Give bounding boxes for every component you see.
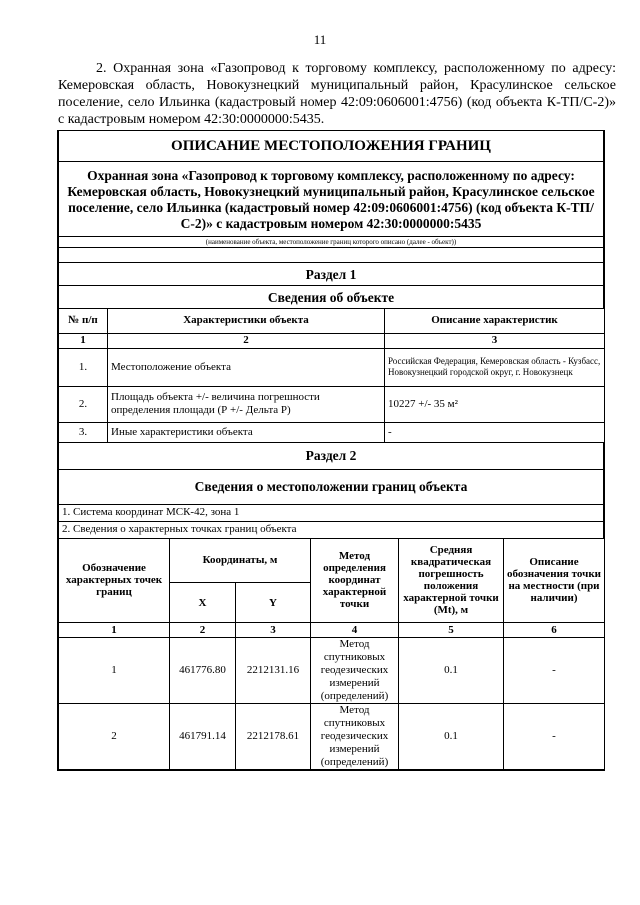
object-info-header-row bbox=[59, 309, 605, 333]
header-method: Метод определения координат характерной точки bbox=[311, 539, 399, 623]
header-num: № п/п bbox=[59, 309, 108, 333]
section1-subtitle: Сведения об объекте bbox=[59, 286, 604, 309]
header-characteristic: Характеристики объекта bbox=[108, 309, 385, 333]
row-num: 3. bbox=[59, 422, 108, 442]
row-characteristic: Местоположение объекта bbox=[108, 348, 385, 386]
point-desc: - bbox=[504, 638, 605, 704]
header-description: Описание характеристик bbox=[385, 309, 605, 333]
index-cell: 5 bbox=[399, 623, 504, 638]
table-row bbox=[59, 422, 605, 442]
form-header-table bbox=[58, 131, 604, 309]
row-value: - bbox=[385, 422, 605, 442]
point-y: 2212178.61 bbox=[236, 704, 311, 770]
point-mt: 0.1 bbox=[399, 638, 504, 704]
index-cell: 1 bbox=[59, 333, 108, 348]
header-y: Y bbox=[236, 583, 311, 623]
section2-subtitle: Сведения о местоположении границ объекта bbox=[59, 469, 604, 504]
object-name: Охранная зона «Газопровод к торговому комплексу, расположенному по адресу: Кемеровская область, Новокузнецкий муниципальный район, Красулинское сельское поселение, село Ильинка (кадастровый номер 42:09:0606001:4756) (код объекта К-ТП/С-2)» с кадастровым номером 42:30:0000000:5435 bbox=[59, 162, 604, 237]
header-point-description: Описание обозначения точки на местности (при наличии) bbox=[504, 539, 605, 623]
point-y: 2212131.16 bbox=[236, 638, 311, 704]
header-accuracy: Средняя квадратическая погрешность положения характерной точки (Mt), м bbox=[399, 539, 504, 623]
form-title: ОПИСАНИЕ МЕСТОПОЛОЖЕНИЯ ГРАНИЦ bbox=[59, 131, 604, 162]
point-method: Метод спутниковых геодезических измерений (определений) bbox=[311, 704, 399, 770]
points-table bbox=[58, 539, 605, 771]
index-cell: 2 bbox=[108, 333, 385, 348]
index-cell: 6 bbox=[504, 623, 605, 638]
header-x: X bbox=[170, 583, 236, 623]
coord-system: 1. Система координат МСК-42, зона 1 bbox=[59, 504, 604, 521]
point-id: 2 bbox=[59, 704, 170, 770]
object-info-index-row bbox=[59, 333, 605, 348]
row-value: Российская Федерация, Кемеровская область - Кузбасс, Новокузнецкий городской округ, г. Новокузнецк bbox=[385, 348, 605, 386]
table-row bbox=[59, 348, 605, 386]
row-num: 2. bbox=[59, 386, 108, 422]
header-coords: Координаты, м bbox=[170, 539, 311, 583]
index-cell: 2 bbox=[170, 623, 236, 638]
row-characteristic: Площадь объекта +/- величина погрешности определения площади (Р +/- Дельта Р) bbox=[108, 386, 385, 422]
points-index-row bbox=[59, 623, 605, 638]
section2-header-table bbox=[58, 443, 604, 539]
page-number: 11 bbox=[313, 32, 327, 47]
index-cell: 3 bbox=[236, 623, 311, 638]
table-row bbox=[59, 638, 605, 704]
table-row bbox=[59, 704, 605, 770]
row-characteristic: Иные характеристики объекта bbox=[108, 422, 385, 442]
index-cell: 1 bbox=[59, 623, 170, 638]
points-caption: 2. Сведения о характерных точках границ объекта bbox=[59, 521, 604, 538]
object-name-caption: (наименование объекта, местоположение границ которого описано (далее - объект)) bbox=[59, 237, 604, 248]
intro-paragraph: 2. Охранная зона «Газопровод к торговому комплексу, расположенному по адресу: Кемеровская область, Новокузнецкий муниципальный район, Красулинское сельское поселение, село Ильинка (кадастровый номер 42:09:0606001:4756) (код объекта К-ТП/С-2)» с кадастровым номером 42:30:0000000:5435. bbox=[58, 61, 616, 127]
section2-title: Раздел 2 bbox=[59, 443, 604, 470]
object-info-table bbox=[58, 309, 605, 443]
index-cell: 4 bbox=[311, 623, 399, 638]
row-value: 10227 +/- 35 м² bbox=[385, 386, 605, 422]
index-cell: 3 bbox=[385, 333, 605, 348]
point-id: 1 bbox=[59, 638, 170, 704]
point-method: Метод спутниковых геодезических измерений (определений) bbox=[311, 638, 399, 704]
section1-title: Раздел 1 bbox=[59, 263, 604, 286]
point-desc: - bbox=[504, 704, 605, 770]
point-x: 461776.80 bbox=[170, 638, 236, 704]
table-row bbox=[59, 386, 605, 422]
boundary-description-form bbox=[57, 130, 605, 771]
row-num: 1. bbox=[59, 348, 108, 386]
spacer-row bbox=[59, 248, 604, 263]
point-x: 461791.14 bbox=[170, 704, 236, 770]
header-designation: Обозначение характерных точек границ bbox=[59, 539, 170, 623]
point-mt: 0.1 bbox=[399, 704, 504, 770]
